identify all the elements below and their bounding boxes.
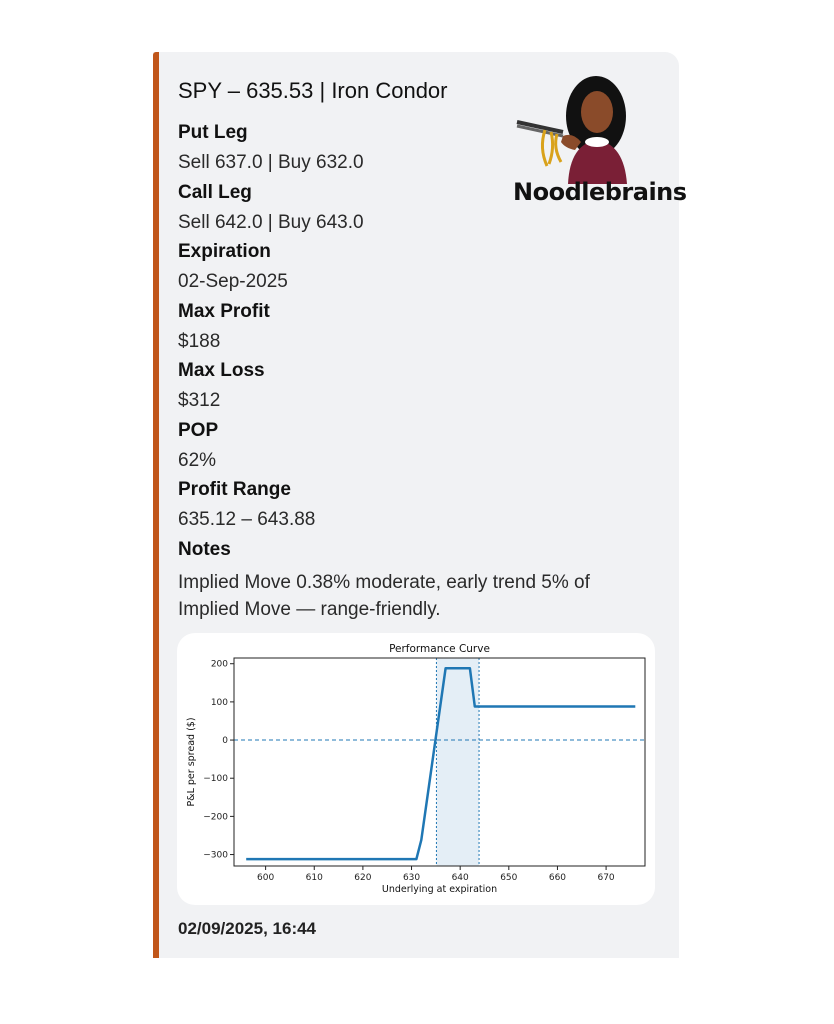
field-label: Max Profit: [178, 300, 270, 322]
field-expiration: [178, 237, 618, 297]
field-max-loss: [178, 356, 618, 416]
x-tick-label: 670: [597, 873, 615, 883]
field-value: 02-Sep-2025: [178, 271, 288, 292]
field-put-leg: [178, 118, 618, 178]
accent-bar: [153, 52, 159, 958]
field-notes: [178, 535, 618, 623]
trade-details: [178, 118, 618, 623]
field-label: Expiration: [178, 241, 271, 262]
message-timestamp: 02/09/2025, 16:44: [178, 919, 317, 938]
field-value: 62%: [178, 449, 217, 471]
post-title: SPY – 635.53 | Iron Condor: [178, 78, 448, 103]
performance-curve-chart: [177, 633, 655, 905]
x-tick-label: 610: [305, 873, 323, 883]
field-value: $188: [178, 330, 221, 352]
field-value: Sell 642.0 | Buy 643.0: [178, 211, 364, 233]
x-tick-label: 660: [548, 873, 567, 883]
chart-title: Performance Curve: [389, 643, 490, 655]
x-tick-label: 630: [402, 873, 421, 883]
y-tick-label: −200: [203, 812, 228, 823]
y-tick-label: −300: [203, 850, 228, 861]
field-profit-range: [178, 475, 618, 535]
field-label: Notes: [178, 538, 231, 560]
x-tick-label: 600: [257, 873, 275, 883]
x-axis-label: Underlying at expiration: [381, 884, 498, 895]
chart-image[interactable]: [177, 633, 655, 905]
y-tick-label: −100: [203, 774, 228, 785]
field-label: Profit Range: [178, 479, 291, 500]
field-label: Put Leg: [178, 122, 248, 143]
field-value: Sell 637.0 | Buy 632.0: [178, 152, 364, 173]
field-label: POP: [178, 419, 219, 441]
field-label: Call Leg: [178, 181, 252, 203]
y-tick-label: 0: [222, 736, 228, 747]
y-tick-label: 200: [210, 659, 228, 670]
x-tick-label: 650: [500, 873, 518, 883]
field-max-profit: [178, 297, 618, 357]
logo-text: Noodlebrains: [513, 178, 687, 206]
y-tick-label: 100: [210, 697, 228, 708]
field-pop: [178, 416, 618, 476]
field-value: 635.12 – 643.88: [178, 509, 316, 530]
notes-text: Implied Move 0.38% moderate, early trend 5% of Implied Move — range-friendly.: [178, 571, 590, 620]
x-tick-label: 640: [451, 873, 469, 883]
field-value: $312: [178, 390, 221, 411]
field-label: Max Loss: [178, 360, 265, 381]
field-call-leg: [178, 178, 618, 238]
x-tick-label: 620: [354, 873, 372, 883]
message-card: [153, 52, 687, 958]
y-axis-label: P&L per spread ($): [186, 717, 197, 807]
